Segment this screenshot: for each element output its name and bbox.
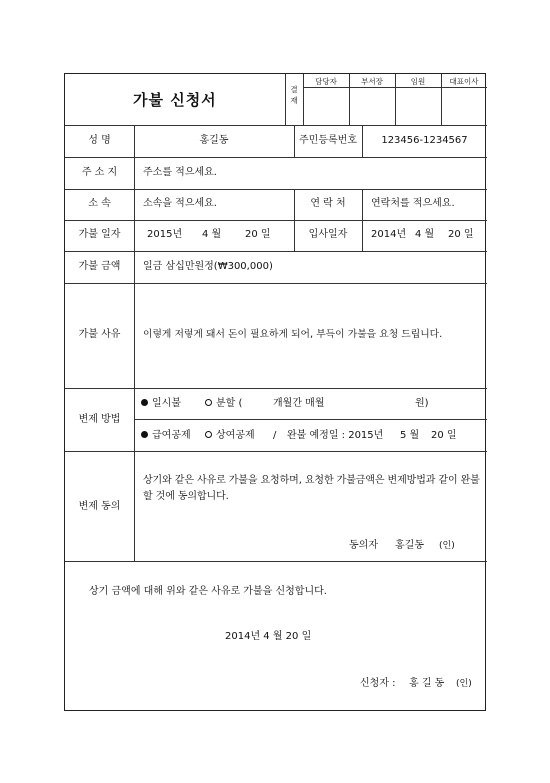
affiliation-value[interactable]: 소속을 적으세요. [143,198,217,209]
name-label: 성 명 [88,135,111,146]
form-title: 가불 신청서 [133,91,217,109]
contact-label: 연 락 처 [310,198,346,209]
footer-date[interactable]: 2014년 4 월 20 일 [225,631,312,642]
applicant-seal: (인) [456,679,472,689]
consent-agree-label: 동의자 [349,540,378,551]
radio-empty-icon [205,399,212,406]
reason-value[interactable]: 이렇게 저렇게 돼서 돈이 필요하게 되어, 부득이 가불을 요청 드립니다. [143,329,443,340]
amount-value[interactable]: 일금 삼십만원정(₩300,000) [143,261,273,272]
completion-month[interactable]: 5 월 [400,430,420,441]
salary-deduction-option[interactable]: 급여공제 [141,430,191,442]
id-number-value[interactable]: 123456-1234567 [381,135,468,146]
applicant-name[interactable]: 홍 길 동 [409,678,445,689]
lump-sum-option[interactable]: 일시불 [141,398,181,410]
installment-option[interactable]: 분할 ( [205,398,242,410]
approval-sign-box-executive[interactable] [395,88,441,125]
approval-role-manager: 담당자 [315,77,337,86]
approval-label: 결재 [290,85,298,105]
join-date-year[interactable]: 2014년 [371,229,407,240]
join-date-day[interactable]: 20 일 [448,229,474,240]
loan-application-form [64,73,486,711]
loan-date-day[interactable]: 20 일 [245,229,271,240]
consent-agree-name[interactable]: 홍길동 [395,540,424,551]
applicant-label: 신청자 : [360,678,396,689]
affiliation-label: 소 속 [88,198,111,209]
separator-text: / [273,430,277,441]
loan-date-year[interactable]: 2015년 [147,229,183,240]
approval-sign-box-dept-head[interactable] [349,88,395,125]
approval-sign-box-ceo[interactable] [441,88,487,125]
installment-won-text: 원) [415,398,429,409]
consent-text: 상기와 같은 사유로 가불을 요청하며, 요청한 가불금액은 변제방법과 같이 완불 할 것에 동의합니다. [143,475,480,502]
installment-months-text: 개월간 매월 [273,398,325,409]
approval-sign-box-manager[interactable] [303,88,349,125]
approval-role-executive: 임원 [410,77,426,86]
amount-label: 가불 금액 [78,261,121,272]
completion-date-text: 완불 예정일 : 2015년 [287,430,384,441]
id-number-label: 주민등록번호 [299,135,357,146]
radio-empty-icon [205,431,212,438]
address-label: 주 소 지 [81,167,118,178]
repayment-label: 변제 방법 [78,414,121,425]
address-value[interactable]: 주소를 적으세요. [143,167,217,178]
join-date-label: 입사일자 [308,229,348,240]
radio-selected-icon [141,431,148,438]
radio-selected-icon [141,399,148,406]
consent-seal: (인) [439,541,455,551]
footer-statement: 상기 금액에 대해 위와 같은 사유로 가불을 신청합니다. [89,586,327,597]
completion-day[interactable]: 20 일 [431,430,457,441]
approval-role-ceo: 대표이사 [449,77,479,86]
loan-date-label: 가불 일자 [78,229,121,240]
name-value[interactable]: 홍길동 [199,135,229,146]
loan-date-month[interactable]: 4 월 [202,229,222,240]
consent-label: 변제 동의 [78,501,121,512]
reason-label: 가불 사유 [78,329,121,340]
bonus-deduction-option[interactable]: 상여공제 [205,430,255,442]
approval-role-dept-head: 부서장 [361,77,383,86]
contact-value[interactable]: 연락처를 적으세요. [371,198,455,209]
join-date-month[interactable]: 4 월 [415,229,435,240]
